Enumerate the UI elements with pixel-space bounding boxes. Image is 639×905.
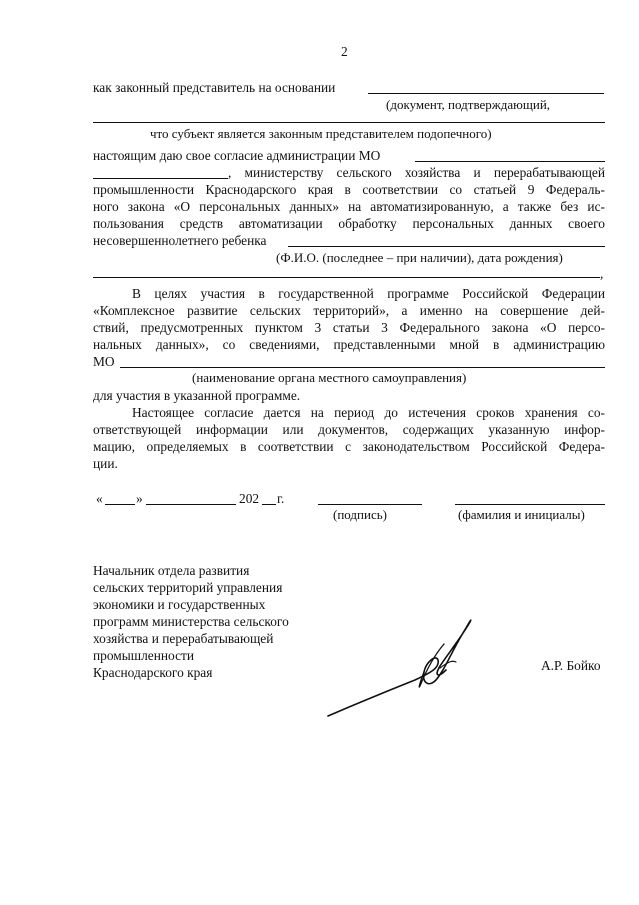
signatory-title-4: программ министерства сельского — [93, 614, 289, 629]
signatory-title-1: Начальник отдела развития — [93, 563, 250, 578]
consent-line-2: , министерству сельского хозяйства и перерабатывающей — [228, 165, 605, 180]
mo-blank-line — [415, 161, 605, 162]
basis-blank-line — [368, 93, 604, 94]
organ-blank-line — [120, 367, 605, 368]
signatory-name: А.Р. Бойко — [541, 658, 601, 673]
day-blank-line — [105, 504, 135, 505]
caption-subject: что субъект является законным представителем подопечного) — [150, 126, 492, 141]
signatory-title-5: хозяйства и перерабатывающей — [93, 631, 274, 646]
birth-date-blank-line — [93, 277, 600, 278]
consent-line-3: промышленности Краснодарского края в соответствии со статьей 9 Федераль- — [93, 182, 605, 197]
consent-line-6: несовершеннолетнего ребенка — [93, 233, 267, 248]
name-blank-line — [455, 504, 605, 505]
year-suffix: г. — [277, 491, 285, 506]
mo-continued-blank-line — [93, 178, 228, 179]
year-prefix: 202 — [239, 491, 260, 506]
caption-organ: (наименование органа местного самоуправления) — [192, 370, 467, 385]
para2-line-1: В целях участия в государственной программе Российской Федерации — [132, 286, 605, 301]
para3-line-3: мацию, определяемых в соответствии с законодательством Российской Федера- — [93, 439, 605, 454]
para2-line-2: «Комплексное развитие сельских территорий», а именно на совершение дей- — [93, 303, 605, 318]
signatory-title-7: Краснодарского края — [93, 665, 213, 680]
legal-rep-basis-label: как законный представитель на основании — [93, 80, 336, 95]
para3-line-2: ответствующей информации или документов, содержащих указанную инфор- — [93, 422, 605, 437]
month-blank-line — [146, 504, 236, 505]
date-open-quote: « — [96, 491, 103, 506]
para3-line-4: ции. — [93, 456, 118, 471]
para2-line-4: нальных данных», со сведениями, представленными мной в администрацию — [93, 337, 605, 352]
year-blank-line — [262, 504, 276, 505]
handwritten-signature-icon — [320, 610, 500, 720]
child-name-blank-line — [288, 246, 605, 247]
consent-line-4: ного закона «О персональных данных» на автоматизированную, а также без ис- — [93, 199, 605, 214]
signatory-title-2: сельских территорий управления — [93, 580, 283, 595]
consent-line-5: пользования средств автоматизации обработку персональных данных своего — [93, 216, 605, 231]
signatory-title-3: экономики и государственных — [93, 597, 266, 612]
caption-name: (фамилия и инициалы) — [458, 507, 585, 522]
signature-blank-line — [318, 504, 422, 505]
caption-fio: (Ф.И.О. (последнее – при наличии), дата рождения) — [276, 250, 563, 265]
para2-line-5: МО — [93, 354, 115, 369]
date-close-quote: » — [136, 491, 143, 506]
para2-line-6: для участия в указанной программе. — [93, 388, 301, 403]
page-number: 2 — [341, 44, 348, 59]
consent-line-1: настоящим даю свое согласие администрации МО — [93, 148, 381, 163]
document-blank-line — [93, 122, 605, 123]
para3-line-1: Настоящее согласие дается на период до истечения сроков хранения со- — [132, 405, 605, 420]
para2-line-3: ствий, предусмотренных пунктом 3 статьи 3 Федерального закона «О персо- — [93, 320, 605, 335]
caption-document: (документ, подтверждающий, — [386, 97, 551, 112]
caption-signature: (подпись) — [333, 507, 387, 522]
signatory-title-6: промышленности — [93, 648, 195, 663]
comma-mark: , — [600, 266, 604, 281]
